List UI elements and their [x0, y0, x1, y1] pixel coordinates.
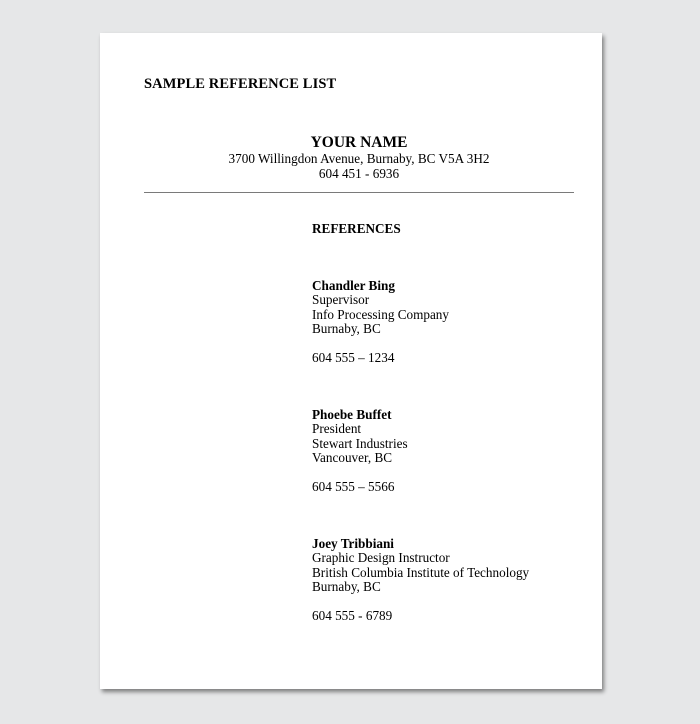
reference-location: Vancouver, BC — [312, 450, 393, 466]
reference-title: Supervisor — [312, 292, 370, 308]
reference-location: Burnaby, BC — [312, 579, 381, 595]
reference-name: Phoebe Buffet — [312, 407, 392, 422]
reference-location: Burnaby, BC — [312, 321, 381, 337]
reference-title: President — [312, 421, 362, 437]
header-divider — [144, 192, 574, 193]
reference-entry — [312, 279, 449, 365]
reference-company: Stewart Industries — [312, 435, 408, 451]
applicant-phone: 604 451 - 6936 — [318, 165, 400, 181]
reference-entry — [312, 408, 408, 494]
reference-name: Joey Tribbiani — [312, 536, 394, 551]
applicant-address: 3700 Willingdon Avenue, Burnaby, BC V5A 3H2 — [228, 151, 490, 166]
reference-entry — [312, 537, 529, 623]
reference-company: Info Processing Company — [312, 306, 449, 322]
reference-name: Chandler Bing — [312, 278, 395, 293]
document-page — [100, 33, 602, 689]
contact-header — [100, 134, 618, 181]
reference-company: British Columbia Institute of Technology — [312, 564, 530, 580]
document-title: SAMPLE REFERENCE LIST — [144, 76, 337, 92]
applicant-name: YOUR NAME — [310, 134, 408, 151]
reference-phone: 604 555 – 5566 — [312, 479, 395, 495]
reference-phone: 604 555 - 6789 — [312, 608, 393, 624]
references-heading: REFERENCES — [312, 221, 401, 236]
reference-title: Graphic Design Instructor — [312, 550, 450, 566]
reference-phone: 604 555 – 1234 — [312, 350, 395, 366]
